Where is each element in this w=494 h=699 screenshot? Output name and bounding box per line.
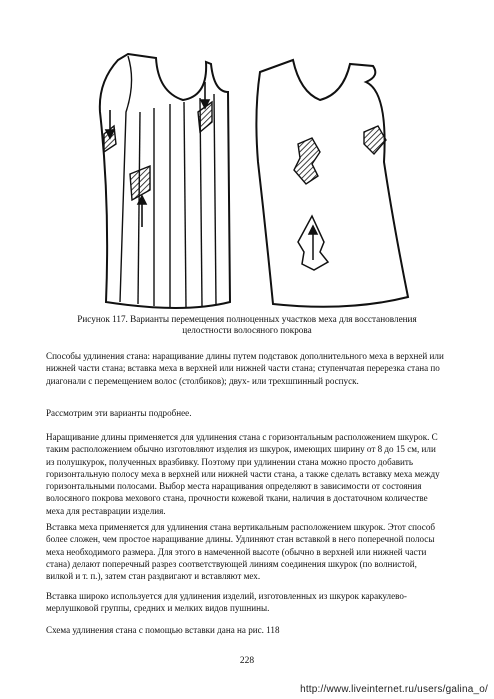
paragraph-3: Наращивание длины применяется для удлинения стана с горизонтальным расположением шкурок. С таким расположением обычно изготовляют изделия из шкурок, имеющих ширину от 8 до 15 см, или из полушкурок, полученных вразбивку. Поэтому при удлинении стана можно просто добавить горизонтальную полосу меха в верхней или нижней части стана, а также сделать вставку меха между горизонтальными полосами. Выбор места наращивания определяют в зависимости от состояния волосяного покрова мехового стана, прочности кожевой ткани, наличия в достаточном количестве меха для реставрации изделия. [46, 432, 440, 516]
right-garment-panel [256, 60, 408, 307]
left-panel-arrows [106, 82, 209, 227]
paragraph-1: Способы удлинения стана: наращивание длины путем подставок дополнительного меха в верхней или нижней части стана; вставка меха в верхней или нижней части стана; ступенчатая перерезка стана по диагонали с перемещением волос (столбиков); двух- или трехшпинный роспуск. [46, 351, 444, 386]
left-garment-panel [100, 54, 230, 308]
caption-line-2: целостности волосяного покрова [182, 325, 312, 335]
figure-117-illustration [88, 52, 428, 317]
figure-caption [40, 314, 454, 336]
right-panel-arrow-shape [298, 216, 328, 270]
footer-url[interactable]: http://www.liveinternet.ru/users/galina_o/ [300, 684, 488, 695]
caption-line-1: Рисунок 117. Варианты перемещения полноценных участков меха для восстановления [77, 314, 417, 324]
paragraph-6: Схема удлинения стана с помощью вставки дана на рис. 118 [46, 625, 280, 635]
right-panel-hatched-inserts [294, 126, 386, 184]
paragraph-5: Вставка широко используется для удлинения изделий, изготовленных из шкурок каракулево-мерлушковой группы, средних и мелких видов пушнины. [46, 591, 407, 614]
left-panel-hatched-inserts [104, 102, 212, 200]
page-number: 228 [239, 656, 255, 666]
paragraph-2: Рассмотрим эти варианты подробнее. [46, 408, 192, 418]
paragraph-4: Вставка меха применяется для удлинения стана вертикальным расположением шкурок. Этот способ более сложен, чем простое наращивание длины. Удлиняют стан вставкой в него поперечной полосы меха необходимого размера. Для этого в намеченной высоте (обычно в верхней или нижней части стана) делают поперечный разрез соответствующей линиям соединения шкурок (по волнистой, вилкой и т. п.), затем стан раздвигают и вставляют мех. [46, 522, 436, 582]
